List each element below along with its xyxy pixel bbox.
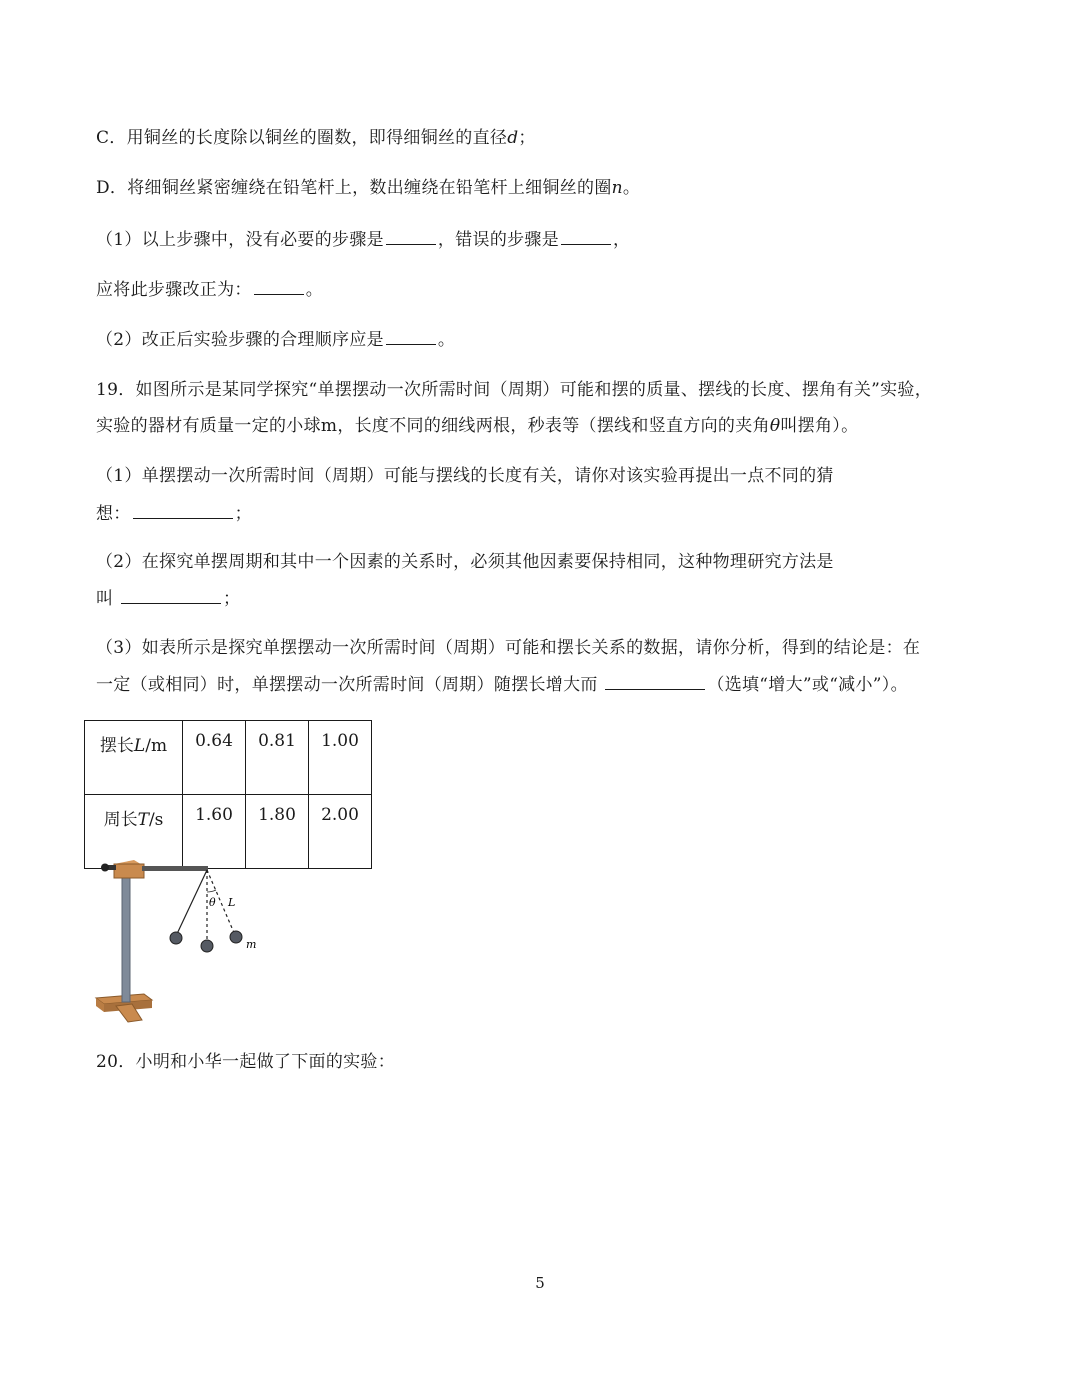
table-header-length — [85, 721, 183, 795]
q18-1-correction-text: 应将此步骤改正为： — [96, 280, 252, 300]
pendulum-data-table — [84, 720, 372, 869]
question-19-intro-a: 19．如图所示是某同学探究“单摆摆动一次所需时间（周期）可能和摆的质量、摆线的长度、摆角有关”实验， — [96, 380, 933, 400]
table-cell: 1.00 — [309, 721, 372, 795]
pendulum-strings — [176, 870, 235, 944]
question-18-2 — [96, 328, 455, 352]
question-19-intro-b — [96, 414, 858, 438]
step-c-suffix: ； — [518, 128, 536, 148]
step-c-var: d — [507, 128, 519, 148]
pendulum-ball — [170, 932, 182, 944]
q19-3-text: 一定（或相同）时，单摆摆动一次所需时间（周期）随摆长增大而 — [96, 675, 604, 695]
answer-blank[interactable] — [561, 228, 611, 245]
q18-1-text-c: ， — [613, 230, 631, 250]
answer-blank[interactable] — [386, 228, 436, 245]
step-d-text: D．将细铜丝紧密缠绕在铅笔杆上，数出缠绕在铅笔杆上细铜丝的圈 — [96, 178, 612, 198]
header-text: 周长 — [103, 810, 138, 830]
q19-intro-text: 实验的器材有质量一定的小球m，长度不同的细线两根，秒表等（摆线和竖直方向的夹角 — [96, 416, 770, 436]
q18-1-text-a: （1）以上步骤中，没有必要的步骤是 — [96, 230, 384, 250]
horizontal-arm — [142, 866, 208, 871]
q19-2-label: 叫 — [96, 589, 120, 609]
question-19-1-a: （1）单摆摆动一次所需时间（周期）可能与摆线的长度有关，请你对该实验再提出一点不同的猜 — [96, 466, 834, 486]
pendulum-ball — [201, 940, 213, 952]
q19-1-end: ； — [234, 504, 252, 524]
clamp-block — [101, 860, 144, 878]
answer-blank[interactable] — [121, 587, 221, 604]
q18-2-end: 。 — [437, 330, 456, 350]
q18-1-text-b: ，错误的步骤是 — [437, 230, 560, 250]
step-c — [96, 126, 536, 150]
mass-label: m — [246, 938, 257, 951]
q19-1-label: 想： — [96, 504, 131, 524]
header-var: L — [133, 736, 146, 756]
answer-blank[interactable] — [386, 328, 436, 345]
step-d-suffix: 。 — [622, 178, 641, 198]
table-cell: 1.80 — [246, 795, 309, 869]
length-label: L — [228, 896, 236, 909]
header-unit: /s — [148, 810, 164, 830]
answer-blank[interactable] — [133, 502, 233, 519]
angle-label: θ — [209, 896, 216, 909]
question-19-2-a: （2）在探究单摆周期和其中一个因素的关系时，必须其他因素要保持相同，这种物理研究方法是 — [96, 552, 834, 572]
question-19-3-a: （3）如表所示是探究单摆摆动一次所需时间（周期）可能和摆长关系的数据，请你分析，得到的结论是：在 — [96, 638, 921, 658]
question-19-2-b — [96, 587, 240, 611]
q19-theta: θ — [769, 416, 781, 436]
pendulum-figure — [94, 848, 274, 1028]
q19-3-end: （选填“增大”或“减小”）。 — [707, 675, 908, 695]
q19-2-end: ； — [223, 589, 241, 609]
question-20: 20．小明和小华一起做了下面的实验： — [96, 1052, 396, 1072]
question-18-1-correction — [96, 278, 323, 302]
table-cell: 0.81 — [246, 721, 309, 795]
header-var: T — [137, 810, 149, 830]
pendulum-ball — [230, 931, 242, 943]
q19-intro-end: 叫摆角）。 — [780, 416, 859, 436]
step-d-var: n — [611, 178, 623, 198]
table-cell: 2.00 — [309, 795, 372, 869]
table-row — [85, 721, 372, 795]
table-cell: 1.60 — [183, 795, 246, 869]
step-c-text: C．用铜丝的长度除以铜丝的圈数，即得细铜丝的直径 — [96, 128, 508, 148]
page-number: 5 — [535, 1274, 545, 1292]
question-18-1 — [96, 228, 630, 252]
answer-blank[interactable] — [605, 673, 705, 690]
header-unit: /m — [145, 736, 168, 756]
q18-1-correction-end: 。 — [305, 280, 324, 300]
question-19-3-b — [96, 673, 908, 697]
q18-2-text: （2）改正后实验步骤的合理顺序应是 — [96, 330, 384, 350]
stand-rod — [122, 870, 130, 1002]
step-d — [96, 176, 640, 200]
answer-blank[interactable] — [254, 278, 304, 295]
question-19-1-b — [96, 502, 252, 526]
table-cell: 0.64 — [183, 721, 246, 795]
header-text: 摆长 — [99, 736, 134, 756]
